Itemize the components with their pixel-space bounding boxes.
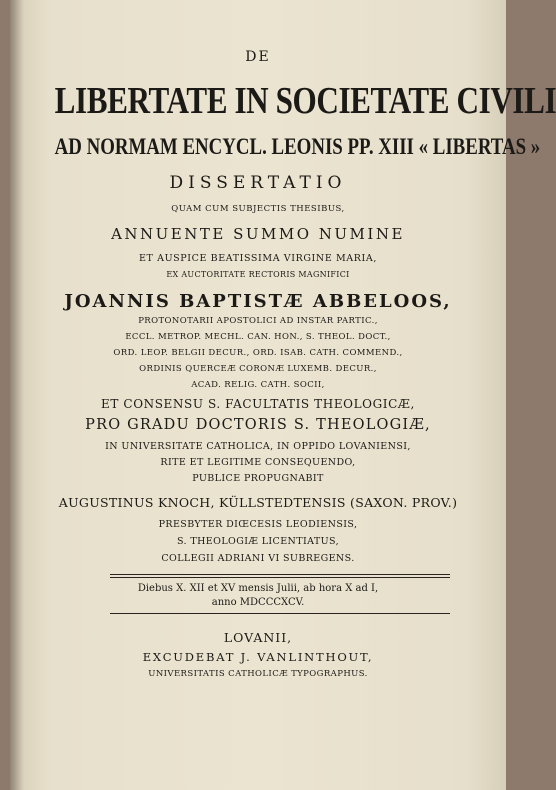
dates-line: Diebus X. XII et XV mensis Julii, ab hora X ad I, [137, 583, 379, 594]
auctoritate-line: EX AUCTORITATE RECTORIS MAGNIFICI [166, 270, 350, 279]
subtitle: AD NORMAM ENCYCL. LEONIS PP. XIII « LIBERTAS » [54, 134, 541, 159]
title-page [10, 0, 556, 790]
divider-rule [110, 577, 450, 578]
dissertatio-label: DISSERTATIO [169, 173, 347, 193]
rector-detail: ACAD. RELIG. CATH. SOCII, [191, 380, 325, 390]
divider-rule [110, 574, 450, 575]
rector-detail: ECCL. METROP. MECHL. CAN. HON., S. THEOL. DOCT., [125, 332, 391, 342]
year-line: anno MDCCCXCV. [211, 597, 305, 608]
candidate-name: AUGUSTINUS KNOCH, KÜLLSTEDTENSIS (SAXON. PROV.) [58, 495, 458, 510]
university-line: PUBLICE PROPUGNABIT [192, 473, 324, 484]
heading-de: DE [245, 49, 271, 65]
university-line: RITE ET LEGITIME CONSEQUENDO, [160, 457, 356, 468]
candidate-detail: S. THEOLOGIÆ LICENTIATUS, [176, 536, 340, 547]
auspice-line: ET AUSPICE BEATISSIMA VIRGINE MARIA, [139, 253, 377, 264]
rector-name: JOANNIS BAPTISTÆ ABBELOOS, [64, 291, 452, 312]
university-line: IN UNIVERSITATE CATHOLICA, IN OPPIDO LOVANIENSI, [105, 441, 411, 452]
rector-detail: ORDINIS QUERCEÆ CORONÆ LUXEMB. DECUR., [139, 364, 377, 374]
place-line: LOVANII, [223, 630, 293, 645]
quam-line: QUAM CUM SUBJECTIS THESIBUS, [171, 204, 345, 214]
candidate-detail: PRESBYTER DIŒCESIS LEODIENSIS, [158, 519, 358, 530]
consensu-line: ET CONSENSU S. FACULTATIS THEOLOGICÆ, [101, 397, 415, 411]
pro-gradu-line: PRO GRADU DOCTORIS S. THEOLOGIÆ, [85, 417, 431, 433]
printer-line: EXCUDEBAT J. VANLINTHOUT, [142, 650, 374, 664]
divider-rule [110, 613, 450, 614]
rector-detail: PROTONOTARII APOSTOLICI AD INSTAR PARTIC., [138, 316, 378, 326]
annuente-line: ANNUENTE SUMMO NUMINE [111, 225, 405, 243]
main-title: LIBERTATE IN SOCIETATE CIVILI [54, 80, 556, 122]
candidate-detail: COLLEGII ADRIANI VI SUBREGENS. [161, 553, 355, 564]
typographus-line: UNIVERSITATIS CATHOLICÆ TYPOGRAPHUS. [148, 669, 368, 679]
rector-detail: ORD. LEOP. BELGII DECUR., ORD. ISAB. CATH. COMMEND., [113, 348, 403, 358]
